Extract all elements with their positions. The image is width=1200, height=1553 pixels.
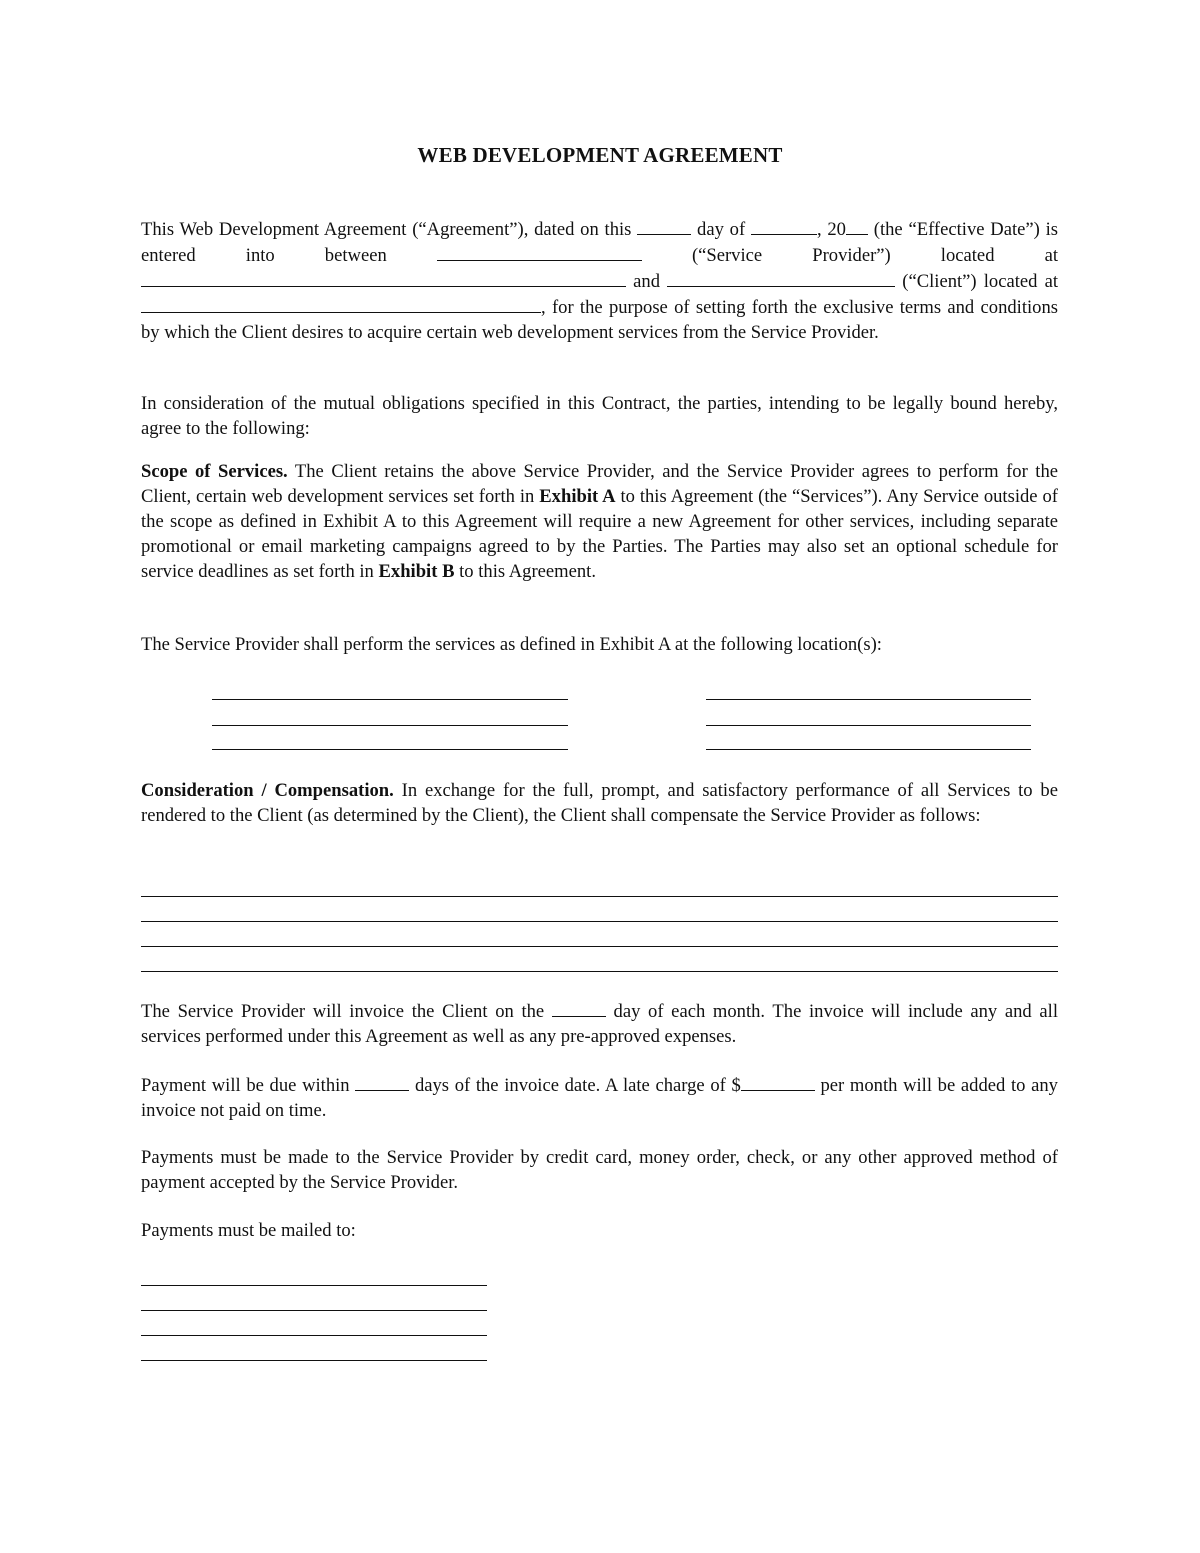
intro-text-2: day of (697, 219, 746, 240)
location-line-left-3[interactable] (212, 749, 568, 750)
page-title: WEB DEVELOPMENT AGREEMENT (417, 143, 783, 167)
intro-text-4: (the “Effective Date”) is entered into between (141, 219, 1059, 266)
service-provider-name-blank[interactable] (437, 242, 642, 261)
intro-text-5: (“Service Provider”) located at (691, 245, 1058, 266)
intro-paragraph (141, 216, 1058, 345)
payment-due-text-3: per month will be added to any invoice not paid on time. (141, 1075, 1058, 1121)
location-line-right-3[interactable] (706, 749, 1031, 750)
locations-paragraph: The Service Provider shall perform the services as defined in Exhibit A at the following location(s): (141, 634, 882, 655)
location-line-left-1[interactable] (212, 699, 568, 700)
intro-text-1: This Web Development Agreement (“Agreement”), dated on this (141, 219, 632, 240)
compensation-line-1[interactable] (141, 896, 1058, 897)
invoice-text-2: day of each month. The invoice will include any and all services performed under this Agreement as well as any pre-approved expenses. (141, 1001, 1058, 1047)
mailing-address-line-1[interactable] (141, 1285, 487, 1286)
location-line-right-2[interactable] (706, 725, 1031, 726)
payment-methods-paragraph: Payments must be made to the Service Provider by credit card, money order, check, or any other approved method of payment accepted by the Service Provider. (141, 1147, 1058, 1193)
consideration-intro-paragraph: In consideration of the mutual obligations specified in this Contract, the parties, intending to be legally bound hereby, agree to the following: (141, 393, 1058, 439)
intro-text-8: , for the purpose of setting forth the exclusive terms and conditions by which the Client desires to acquire certain web development services from the Service Provider. (141, 297, 1058, 343)
late-charge-blank[interactable] (741, 1072, 815, 1091)
location-line-left-2[interactable] (212, 725, 568, 726)
location-line-right-1[interactable] (706, 699, 1031, 700)
compensation-paragraph (141, 778, 1058, 828)
scope-heading: Scope of Services. (141, 461, 288, 482)
month-blank[interactable] (751, 216, 817, 235)
invoice-paragraph (141, 998, 1058, 1049)
mailing-address-line-3[interactable] (141, 1335, 487, 1336)
intro-text-3: , 20 (816, 219, 846, 240)
mailing-address-line-2[interactable] (141, 1310, 487, 1311)
scope-text-3: to this Agreement. (459, 561, 596, 582)
scope-text-2: to this Agreement (the “Services”). Any Service outside of the scope as defined in Exhibit A to this Agreement will require a new Agreement for other services, including separate promotional or email marketing campaigns agreed to by the Parties. The Parties may also set an optional schedule for service deadlines as set forth in (141, 486, 1058, 582)
compensation-text: In exchange for the full, prompt, and satisfactory performance of all Services to be rendered to the Client (as determined by the Client), the Client shall compensate the Service Provider as follows: (141, 780, 1058, 826)
payment-due-paragraph (141, 1072, 1058, 1123)
compensation-line-2[interactable] (141, 921, 1058, 922)
client-address-blank[interactable] (141, 294, 541, 313)
exhibit-b-reference: Exhibit B (378, 561, 455, 582)
intro-text-7: (“Client”) located at (902, 271, 1058, 292)
day-blank[interactable] (637, 216, 691, 235)
invoice-day-blank[interactable] (552, 998, 606, 1017)
compensation-heading: Consideration / Compensation. (141, 780, 394, 801)
exhibit-a-reference: Exhibit A (539, 486, 616, 507)
client-name-blank[interactable] (667, 268, 895, 287)
scope-text-1: The Client retains the above Service Provider, and the Service Provider agrees to perform for the Client, certain web development services set forth in (141, 461, 1058, 507)
compensation-line-4[interactable] (141, 971, 1058, 972)
mailing-address-line-4[interactable] (141, 1360, 487, 1361)
scope-paragraph (141, 459, 1058, 584)
mailed-to-label: Payments must be mailed to: (141, 1220, 356, 1241)
payment-due-text-1: Payment will be due within (141, 1075, 350, 1096)
payment-days-blank[interactable] (355, 1072, 409, 1091)
intro-text-6: and (633, 271, 660, 292)
service-provider-address-blank[interactable] (141, 268, 626, 287)
year-blank[interactable] (846, 216, 868, 235)
invoice-text-1: The Service Provider will invoice the Client on the (141, 1001, 545, 1022)
compensation-line-3[interactable] (141, 946, 1058, 947)
payment-due-text-2: days of the invoice date. A late charge of $ (414, 1075, 741, 1096)
